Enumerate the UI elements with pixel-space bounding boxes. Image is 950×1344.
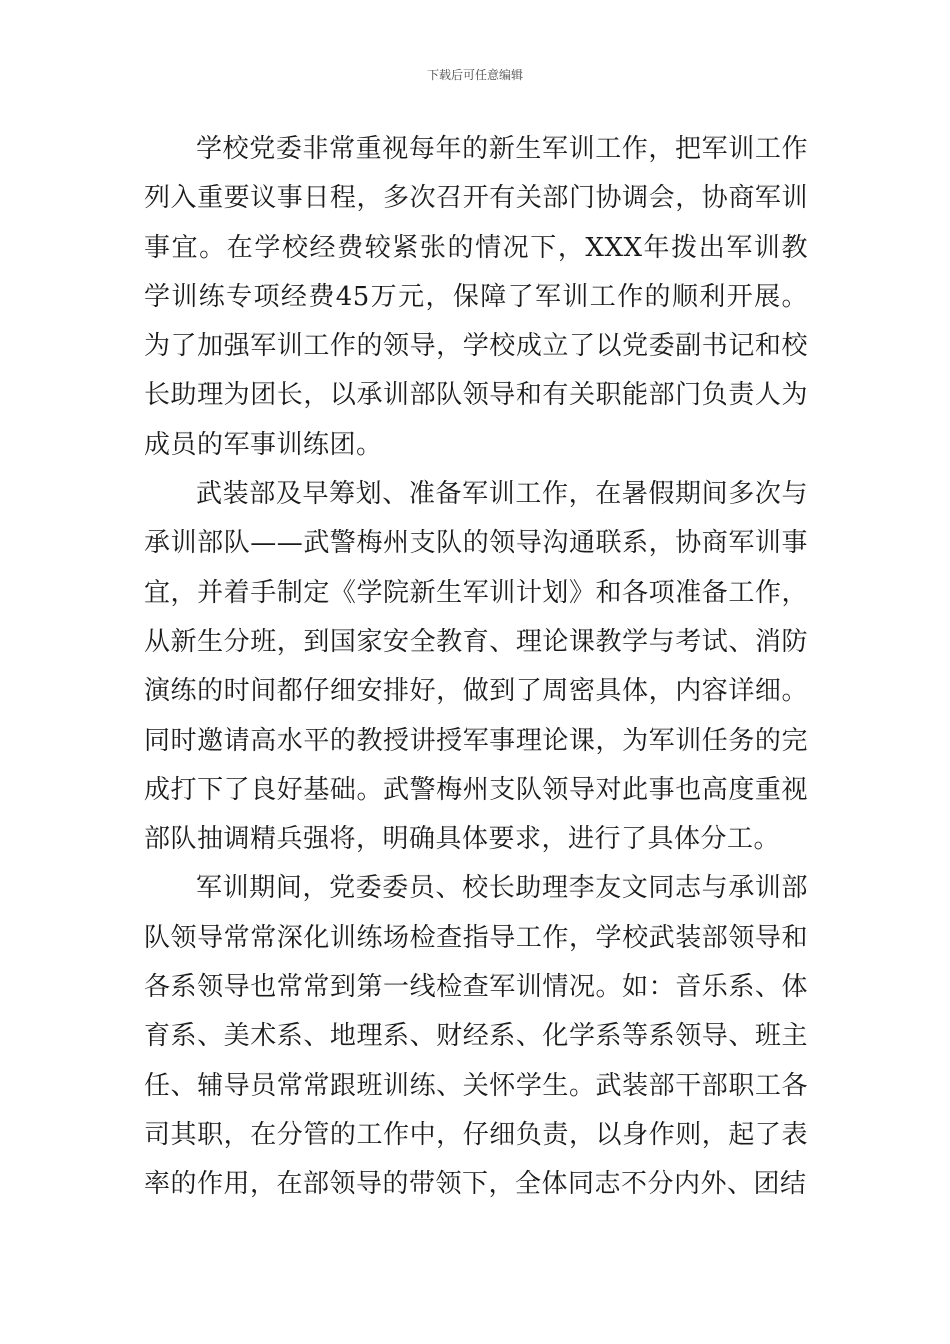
paragraph-2: 武装部及早筹划、准备军训工作，在暑假期间多次与承训部队——武警梅州支队的领导沟通联系，协商军训事宜，并着手制定《学院新生军训计划》和各项准备工作，从新生分班，到国家安全教育、理论课教学与考试、消防演练的时间都仔细安排好，做到了周密具体，内容详细。同时邀请高水平的教授讲授军事理论课，为军训任务的完成打下了良好基础。武警梅州支队领导对此事也高度重视部队抽调精兵强将，明确具体要求，进行了具体分工。 xyxy=(144,479,808,855)
page-header: 下载后可任意编辑 xyxy=(426,68,523,82)
document-body xyxy=(144,125,808,1210)
paragraph-3: 军训期间，党委委员、校长助理李友文同志与承训部队领导常常深化训练场检查指导工作，学校武装部领导和各系领导也常常到第一线检查军训情况。如：音乐系、体育系、美术系、地理系、财经系、化学系等系领导、班主任、辅导员常常跟班训练、关怀学生。武装部干部职工各司其职，在分管的工作中，仔细负责，以身作则，起了表率的作用，在部领导的带领下，全体同志不分内外、团结 xyxy=(144,873,808,1200)
paragraph-1: 学校党委非常重视每年的新生军训工作，把军训工作列入重要议事日程，多次召开有关部门协调会，协商军训事宜。在学校经费较紧张的情况下，XXX年拨出军训教学训练专项经费45万元，保障了军训工作的顺利开展。为了加强军训工作的领导，学校成立了以党委副书记和校长助理为团长，以承训部队领导和有关职能部门负责人为成员的军事训练团。 xyxy=(144,134,808,460)
